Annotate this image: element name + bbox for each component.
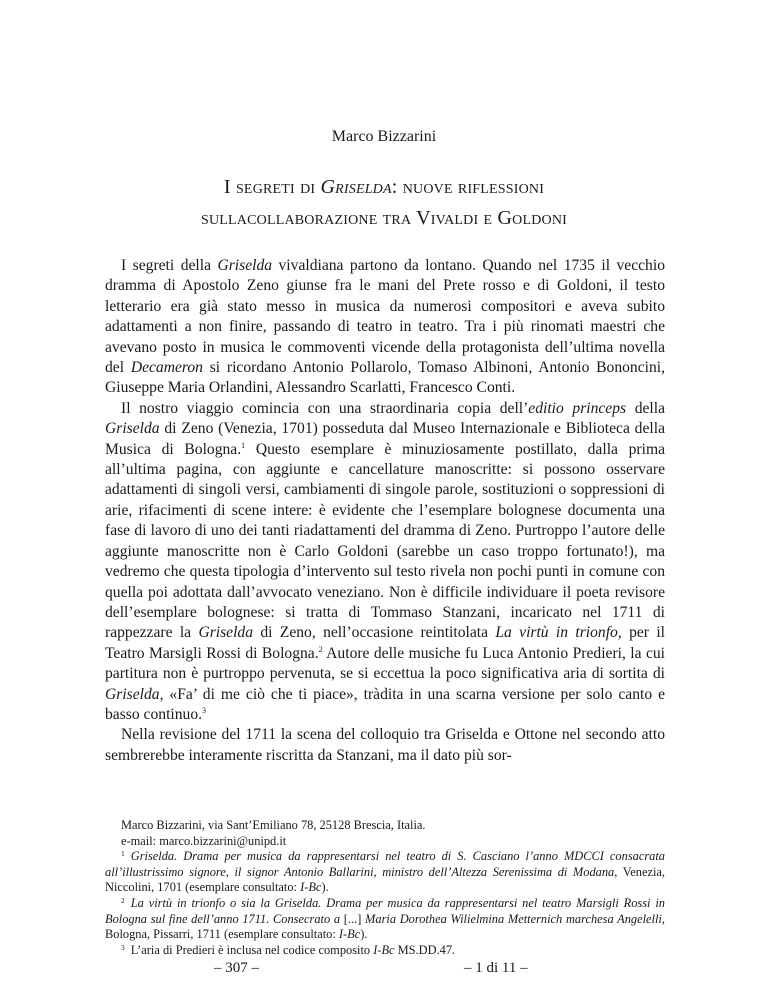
footnote-3: $^3$ L’aria di Predieri è inclusa nel codice composito I-Bc MS.DD.47.: [121, 942, 456, 957]
author-email: e-mail: marco.bizzarini@unipd.it: [121, 833, 287, 848]
footnote-ref-1[interactable]: 1: [241, 440, 246, 450]
footnote-number: 1: [121, 849, 125, 859]
footnote-ref-3[interactable]: 3: [202, 705, 207, 715]
footnote-2: $^2$ La virtù in trionfo o sia la Griselda. Drama per musica da rappresentarsi nel teatro Marsigli Rossi in Bologna sul fine dell’anno 1711. Consecrato a [...] Maria Dorothea Wilielmina Metternich marchesa Angelelli, Bologna, Pissarri, 1711 (esemplare consultato: I-Bc).: [105, 895, 665, 942]
title-line-2: sullacollaborazione tra Vivaldi e Goldoni: [201, 207, 567, 229]
footnote-ref-2[interactable]: 2: [318, 644, 323, 654]
page-number: – 307 –: [214, 960, 259, 976]
author-affiliation: Marco Bizzarini, via Sant’Emiliano 78, 25128 Brescia, Italia.: [121, 818, 426, 832]
paragraph-2: Il nostro viaggio comincia con una straordinaria copia dell’editio princeps della Griselda di Zeno (Venezia, 1701) posseduta dal Museo Internazionale e Biblioteca della Musica di Bologna.$^1$ Questo esemplare è minuziosamente postillato, dalla prima all’ultima pagina, con aggiunte e cancellature manoscritte: si possono osservare adattamenti di singoli versi, cambiamenti di singole parole, sostituzioni o soppressioni di arie, rifacimenti di scene intere: è evidente che l’esemplare bolognese documenta una fase di lavoro di uno dei tanti riadattamenti del dramma di Zeno. Purtroppo l’autore delle aggiunte manoscritte non è Carlo Goldoni (sarebbe un caso troppo fortunato!), ma vedremo che questa tipologia d’intervento sul testo rivela non pochi punti in comune con quella poi adottata dall’avvocato veneziano. Non è difficile individuare il poeta revisore dell’esemplare bolognese: si tratta di Tommaso Stanzani, incaricato nel 1711 di rappezzare la Griselda di Zeno, nell’occasione reintitolata La virtù in trionfo, per il Teatro Marsigli Rossi di Bologna.$^2$ Autore delle musiche fu Luca Antonio Predieri, la cui partitura non è purtroppo pervenuta, se si eccettua la poco significativa aria di sortita di Griselda, «Fa’ di me ciò che ti piace», tràdita in una scarna versione per solo canto e basso continuo.$^3$: [105, 399, 665, 723]
footnote-number: 2: [121, 895, 125, 905]
paragraph-3: Nella revisione del 1711 la scena del colloquio tra Griselda e Ottone nel secondo atto sembrerebbe interamente riscritta da Stanzani, ma il dato più sor-: [105, 726, 665, 764]
footnote-number: 3: [121, 942, 125, 952]
footnote-1: $^1$ Griselda. Drama per musica da rappresentarsi nel teatro di S. Casciano l’anno MDCCI consacrata all’illustrissimo signore, il signor Antonio Ballarini, ministro dell’Altezza Serenissima di Modana, Venezia, Niccolini, 1701 (esemplare consultato: I-Bc).: [105, 849, 665, 895]
title-line-1: I segreti di Griselda: nuove riflessioni: [223, 176, 545, 198]
footnotes: [105, 818, 665, 958]
page-counter: – 1 di 11 –: [464, 960, 528, 976]
author-name: Marco Bizzarini: [331, 128, 437, 145]
paragraph-1: I segreti della Griselda vivaldiana partono da lontano. Quando nel 1735 il vecchio dramma di Apostolo Zeno giunse fra le mani del Prete rosso e di Goldoni, il testo letterario era già stato messo in musica da numerosi compositori e aveva subito adattamenti a non finire, passando di teatro in teatro. Tra i più rinomati maestri che avevano posto in musica le commoventi vicende della protagonista dell’ultima novella del Decameron si ricordano Antonio Pollarolo, Tomaso Albinoni, Antonio Bononcini, Giuseppe Maria Orlandini, Alessandro Scarlatti, Francesco Conti.: [105, 257, 665, 397]
article-title: [0, 172, 768, 234]
article-body: [105, 256, 665, 766]
